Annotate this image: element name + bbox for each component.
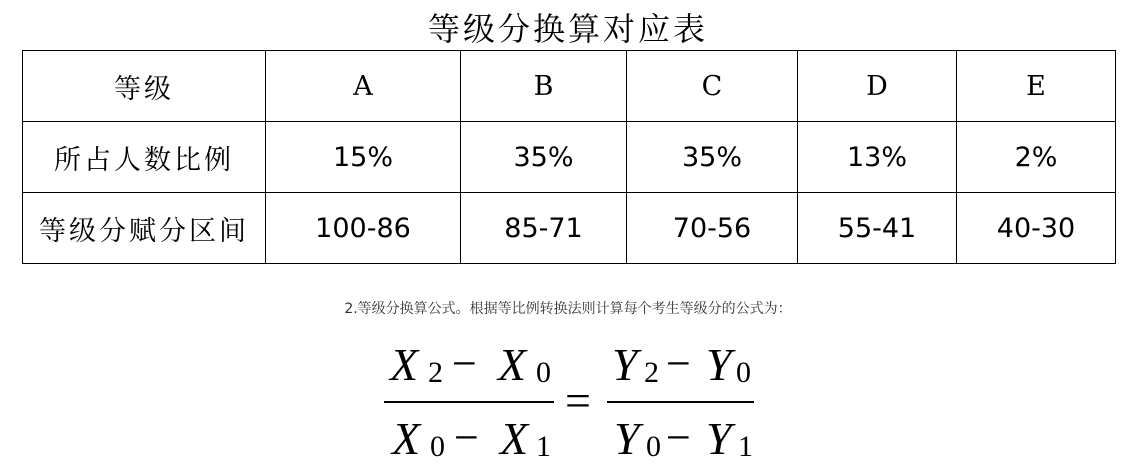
row-label: 等级分赋分区间 [23, 193, 266, 264]
formula-subscript: 0 [646, 430, 661, 463]
header-cell: C [627, 51, 798, 122]
formula-operator: − [666, 413, 691, 462]
header-cell: A [266, 51, 461, 122]
formula-var: Y [706, 339, 732, 390]
formula-caption: 2.等级分换算公式。根据等比例转换法则计算每个考生等级分的公式为： [344, 301, 792, 317]
formula-var: X [392, 413, 421, 464]
formula-svg [0, 336, 1136, 466]
formula-operator: − [666, 339, 691, 388]
formula-subscript: 0 [430, 430, 445, 463]
table-cell: 35% [461, 122, 627, 193]
formula-var: Y [612, 339, 638, 390]
formula-subscript: 1 [536, 430, 551, 463]
formula-operator: − [452, 339, 477, 388]
row-label: 所占人数比例 [23, 122, 266, 193]
grade-conversion-table [22, 50, 1116, 264]
conversion-formula [0, 336, 1136, 466]
table-cell: 15% [266, 122, 461, 193]
formula-var: Y [706, 413, 732, 464]
table-row [23, 122, 1116, 193]
formula-var: X [498, 339, 527, 390]
table-cell: 35% [627, 122, 798, 193]
table-header-row [23, 51, 1116, 122]
table-row [23, 193, 1116, 264]
table-cell: 70-56 [627, 193, 798, 264]
formula-subscript: 2 [428, 356, 443, 389]
table-cell: 2% [957, 122, 1116, 193]
header-cell: B [461, 51, 627, 122]
formula-subscript: 2 [644, 356, 659, 389]
table-cell: 55-41 [798, 193, 957, 264]
formula-subscript: 1 [738, 430, 753, 463]
formula-var: Y [614, 413, 640, 464]
formula-var: X [500, 413, 529, 464]
header-cell: D [798, 51, 957, 122]
table-title: 等级分换算对应表 [427, 10, 708, 48]
formula-subscript: 0 [736, 356, 751, 389]
table-cell: 40-30 [957, 193, 1116, 264]
formula-subscript: 0 [536, 356, 551, 389]
table-cell: 100-86 [266, 193, 461, 264]
table-cell: 85-71 [461, 193, 627, 264]
formula-operator: − [454, 413, 479, 462]
formula-var: X [390, 339, 419, 390]
header-cell: E [957, 51, 1116, 122]
header-cell: 等级 [23, 51, 266, 122]
formula-equals: = [565, 375, 591, 426]
table-cell: 13% [798, 122, 957, 193]
